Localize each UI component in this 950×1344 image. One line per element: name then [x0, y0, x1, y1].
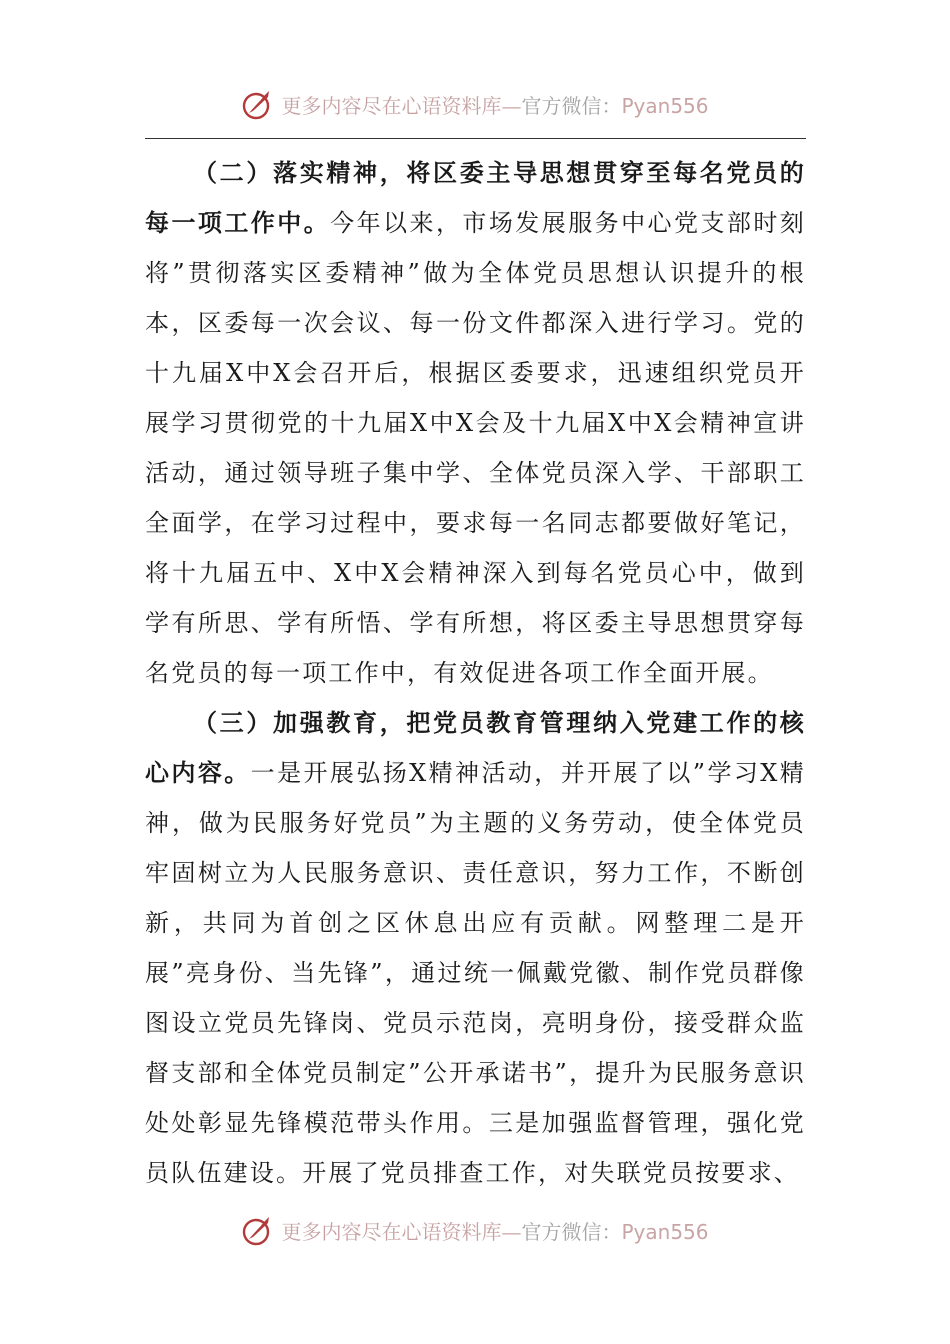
section-3-heading: （三）加强教育，把党员教育管理纳入党建工作的核心内容。	[145, 708, 806, 787]
watermark-brand: 更多内容尽在心语资料库	[281, 93, 502, 118]
quill-logo-icon	[241, 87, 275, 121]
watermark-text	[281, 90, 708, 119]
paragraph-section-3	[145, 698, 806, 1198]
watermark-dash: —	[501, 93, 522, 118]
watermark-dash: —	[501, 1219, 522, 1244]
paragraph-section-2	[145, 148, 806, 698]
section-2-heading: （二）落实精神，将区委主导思想贯穿至每名党员的每一项工作中。	[145, 158, 806, 237]
header-divider	[145, 138, 806, 139]
watermark-brand: 更多内容尽在心语资料库	[281, 1219, 502, 1244]
footer-watermark	[0, 1210, 950, 1250]
watermark-label: 官方微信：	[521, 1219, 622, 1244]
watermark-id: Pyan556	[621, 93, 709, 118]
watermark-text	[281, 1216, 708, 1245]
watermark-id: Pyan556	[621, 1219, 709, 1244]
quill-logo-icon	[241, 1213, 275, 1247]
header-watermark	[0, 84, 950, 124]
watermark-label: 官方微信：	[521, 93, 622, 118]
document-body	[145, 148, 806, 1198]
section-2-text: 今年以来，市场发展服务中心党支部时刻将”贯彻落实区委精神”做为全体党员思想认识提升的根本，区委每一次会议、每一份文件都深入进行学习。党的十九届X中X会召开后，根据区委要求，迅速组织党员开展学习贯彻党的十九届X中X会及十九届X中X会精神宣讲活动，通过领导班子集中学、全体党员深入学、干部职工全面学，在学习过程中，要求每一名同志都要做好笔记，将十九届五中、X中X会精神深入到每名党员心中，做到学有所思、学有所悟、学有所想，将区委主导思想贯穿每名党员的每一项工作中，有效促进各项工作全面开展。	[145, 209, 806, 687]
section-3-text: 一是开展弘扬X精神活动，并开展了以”学习X精神，做为民服务好党员”为主题的义务劳动，使全体党员牢固树立为人民服务意识、责任意识，努力工作，不断创新，共同为首创之区休息出应有贡献。网整理二是开展”亮身份、当先锋”，通过统一佩戴党徽、制作党员群像图设立党员先锋岗、党员示范岗，亮明身份，接受群众监督支部和全体党员制定”公开承诺书”，提升为民服务意识处处彰显先锋模范带头作用。三是加强监督管理，强化党员队伍建设。开展了党员排查工作，对失联党员按要求、	[145, 759, 806, 1187]
